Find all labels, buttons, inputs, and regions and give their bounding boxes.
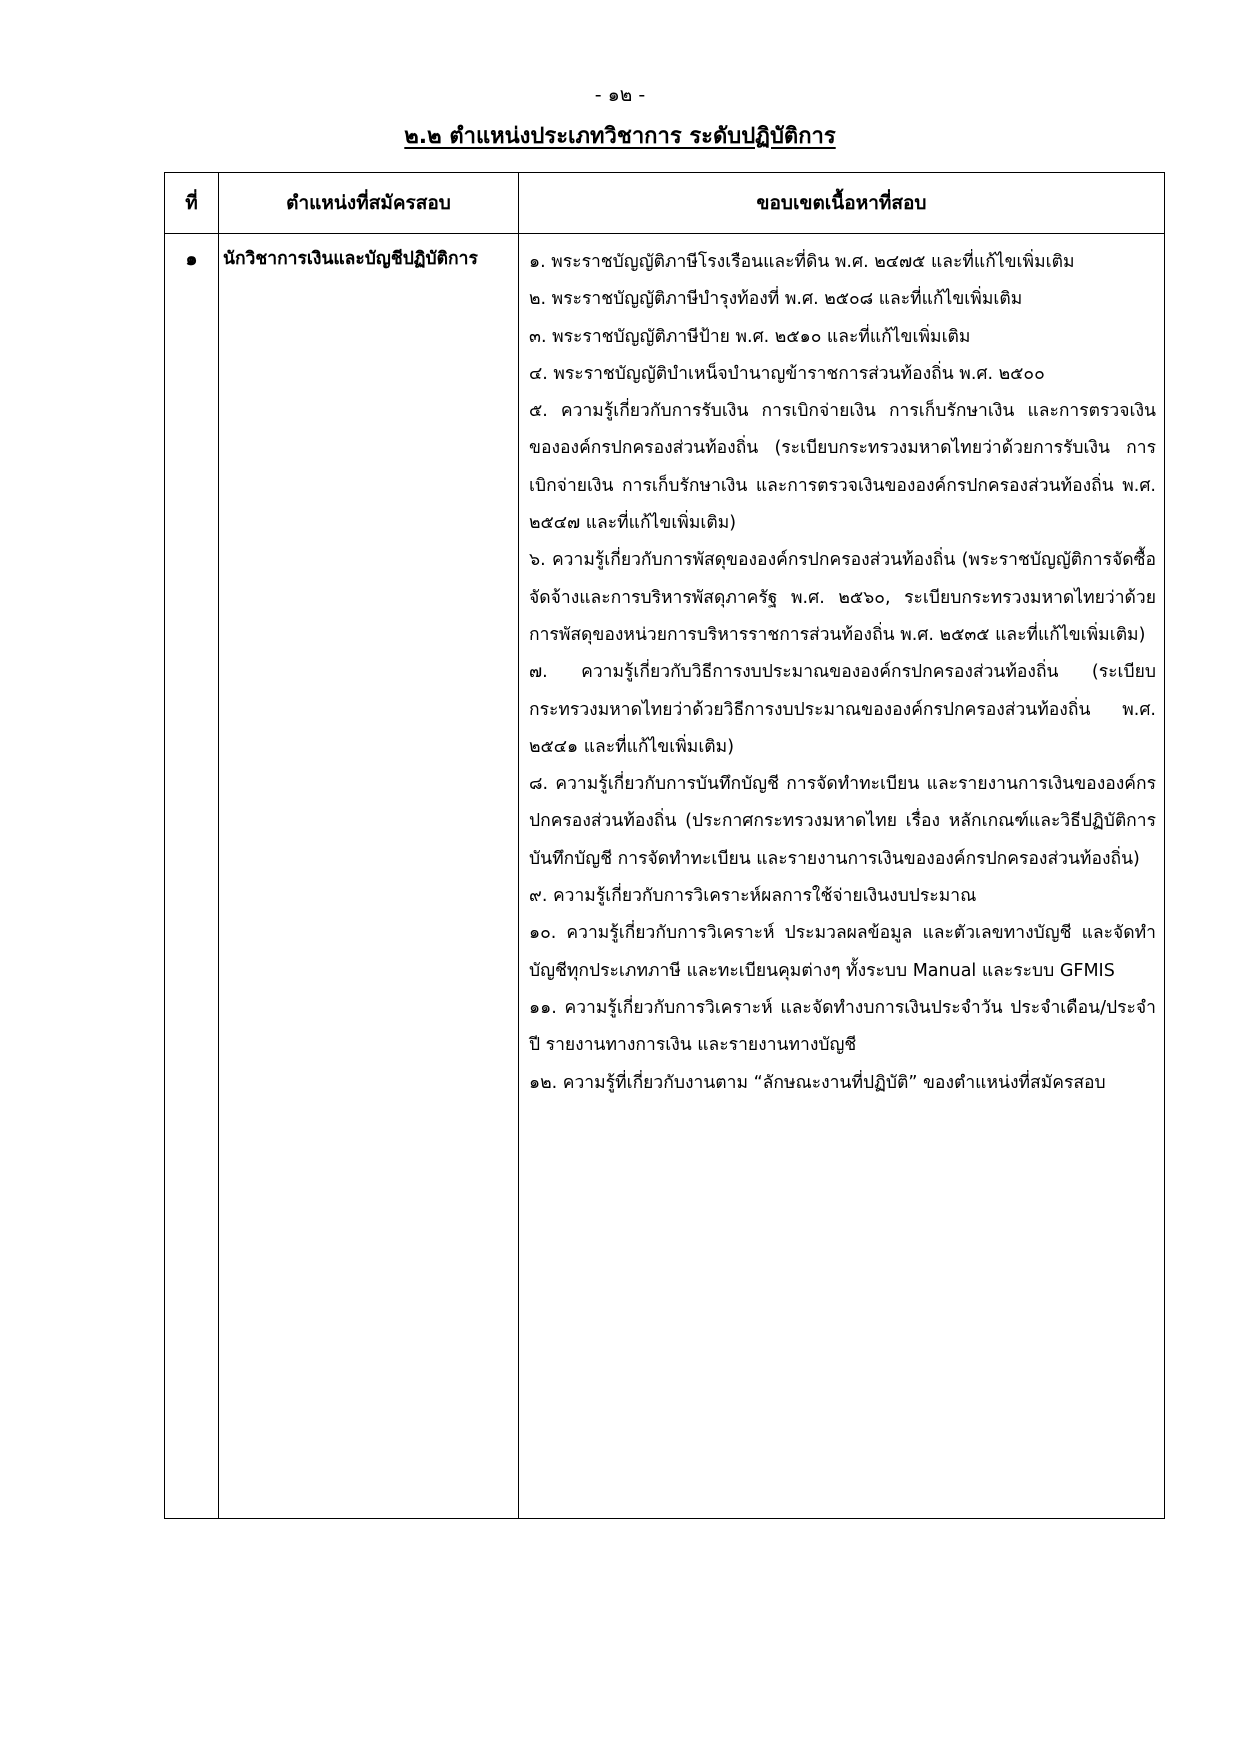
header-no: ที่ <box>165 173 219 234</box>
header-position: ตำแหน่งที่สมัครสอบ <box>219 173 519 234</box>
page-title: ๒.๒ ตำแหน่งประเภทวิชาการ ระดับปฏิบัติการ <box>404 124 836 149</box>
scope-item: ๒. พระราชบัญญัติภาษีบำรุงท้องที่ พ.ศ. ๒๕๐๘ และที่แก้ไขเพิ่มเติม <box>529 289 1023 310</box>
scope-item: ๓. พระราชบัญญัติภาษีป้าย พ.ศ. ๒๕๑๐ และที่แก้ไขเพิ่มเติม <box>529 326 971 347</box>
scope-item: ๑๒. ความรู้ที่เกี่ยวกับงานตาม “ลักษณะงานที่ปฏิบัติ” ของตำแหน่งที่สมัครสอบ <box>529 1072 1106 1093</box>
header-scope: ขอบเขตเนื้อหาที่สอบ <box>519 173 1165 234</box>
position-name: นักวิชาการเงินและบัญชีปฏิบัติการ <box>219 234 519 1519</box>
scope-item: ๙. ความรู้เกี่ยวกับการวิเคราะห์ผลการใช้จ่ายเงินงบประมาณ <box>529 886 977 907</box>
scope-item: ๗. ความรู้เกี่ยวกับวิธีการงบประมาณขององค์กรปกครองส่วนท้องถิ่น (ระเบียบกระทรวงมหาดไทยว่าด้วยวิธีการงบประมาณขององค์กรปกครองส่วนท้องถิ่น พ.ศ. ๒๕๔๑ และที่แก้ไขเพิ่มเติม) <box>529 662 1156 757</box>
row-number: ๑ <box>165 234 219 1519</box>
scope-item: ๔. พระราชบัญญัติบำเหน็จบำนาญข้าราชการส่วนท้องถิ่น พ.ศ. ๒๕๐๐ <box>529 363 1045 384</box>
scope-item: ๑๑. ความรู้เกี่ยวกับการวิเคราะห์ และจัดทำงบการเงินประจำวัน ประจำเดือน/ประจำปี รายงานทางการเงิน และรายงานทางบัญชี <box>529 997 1156 1056</box>
scope-item: ๑. พระราชบัญญัติภาษีโรงเรือนและที่ดิน พ.ศ. ๒๔๗๕ และที่แก้ไขเพิ่มเติม <box>529 252 1075 272</box>
scope-item: ๖. ความรู้เกี่ยวกับการพัสดุขององค์กรปกครองส่วนท้องถิ่น (พระราชบัญญัติการจัดซื้อจัดจ้างและการบริหารพัสดุภาครัฐ พ.ศ. ๒๕๖๐, ระเบียบกระทรวงมหาดไทยว่าด้วยการพัสดุของหน่วยการบริหารราชการส่วนท้องถิ่น พ.ศ. ๒๕๓๕ และที่แก้ไขเพิ่มเติม) <box>529 550 1156 645</box>
scope-cell <box>519 234 1165 1519</box>
exam-scope-table <box>164 172 1165 1519</box>
scope-item: ๕. ความรู้เกี่ยวกับการรับเงิน การเบิกจ่ายเงิน การเก็บรักษาเงิน และการตรวจเงินขององค์กรปกครองส่วนท้องถิ่น (ระเบียบกระทรวงมหาดไทยว่าด้วยการรับเงิน การเบิกจ่ายเงิน การเก็บรักษาเงิน และการตรวจเงินขององค์กรปกครองส่วนท้องถิ่น พ.ศ. ๒๕๔๗ และที่แก้ไขเพิ่มเติม) <box>529 401 1156 534</box>
scope-item: ๘. ความรู้เกี่ยวกับการบันทึกบัญชี การจัดทำทะเบียน และรายงานการเงินขององค์กรปกครองส่วนท้องถิ่น (ประกาศกระทรวงมหาดไทย เรื่อง หลักเกณฑ์และวิธีปฏิบัติการบันทึกบัญชี การจัดทำทะเบียน และรายงานการเงินขององค์กรปกครองส่วนท้องถิ่น) <box>529 774 1156 869</box>
scope-item: ๑๐. ความรู้เกี่ยวกับการวิเคราะห์ ประมวลผลข้อมูล และตัวเลขทางบัญชี และจัดทำบัญชีทุกประเภทภาษี และทะเบียนคุมต่างๆ ทั้งระบบ Manual และระบบ GFMIS <box>529 923 1156 981</box>
page-number: - ๑๒ - <box>594 84 646 106</box>
table-header-row <box>165 173 1165 234</box>
scope-list <box>529 244 1156 1102</box>
table-row <box>165 234 1165 1519</box>
